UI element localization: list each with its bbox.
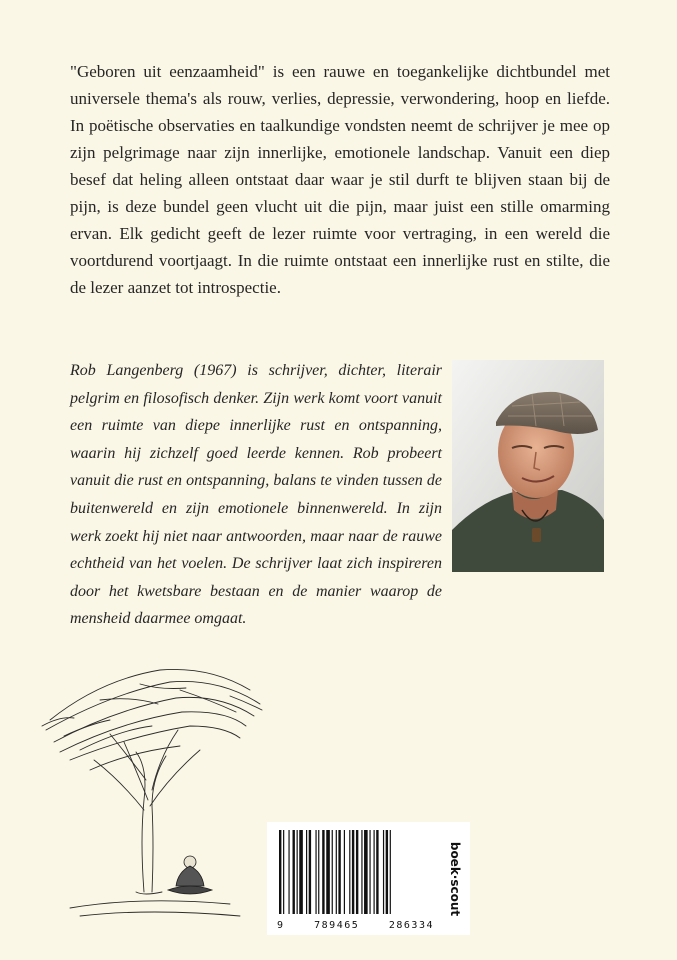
publisher-logo: boek·scout	[448, 841, 462, 916]
book-blurb: "Geboren uit eenzaamheid" is een rauwe en toegankelijke dichtbundel met universele thema's als rouw, verlies, depressie, verwondering, hoop en liefde. In poëtische observaties en taalkundige vondsten neemt de schrijver je mee op zijn pelgrimage naar zijn innerlijke, emotionele landschap. Vanuit een diep besef dat heling alleen ontstaat daar waar je stil durft te blijven staan bij de pijn, is deze bundel geen vlucht uit die pijn, maar juist een stille omarming ervan. Elk gedicht geeft de lezer ruimte voor vertraging, in een wereld die voortdurend voortjaagt. In die ruimte ontstaat een innerlijke rust en stilte, die de lezer aanzet tot introspectie.	[70, 62, 610, 297]
isbn-group-2: 286334	[388, 920, 434, 931]
author-bio: Rob Langenberg (1967) is schrijver, dichter, literair pelgrim en filosofisch denker. Zijn werk komt voort vanuit een ruimte van diepe innerlijke rust en ontspanning, waarin hij zichzelf goed leerde kennen. Rob probeert vanuit die rust en ontspanning, balans te vinden tussen de buitenwereld en zijn emotionele binnenwereld. In zijn werk zoekt hij niet naar antwoorden, maar naar de rauwe echtheid van het voelen. De schrijver laat zich inspireren door het kwetsbare bestaan en de manier waarop de mensheid daarmee omgaat.	[70, 362, 442, 628]
barcode-bars	[279, 830, 429, 914]
author-photo	[452, 360, 604, 572]
publisher-logo-box	[440, 822, 470, 935]
isbn-barcode	[267, 822, 440, 935]
isbn-group-1: 789465	[314, 920, 360, 931]
tree-meditation-illustration	[40, 660, 270, 930]
isbn-lead-digit: 9	[277, 920, 285, 931]
isbn-number	[267, 920, 440, 931]
